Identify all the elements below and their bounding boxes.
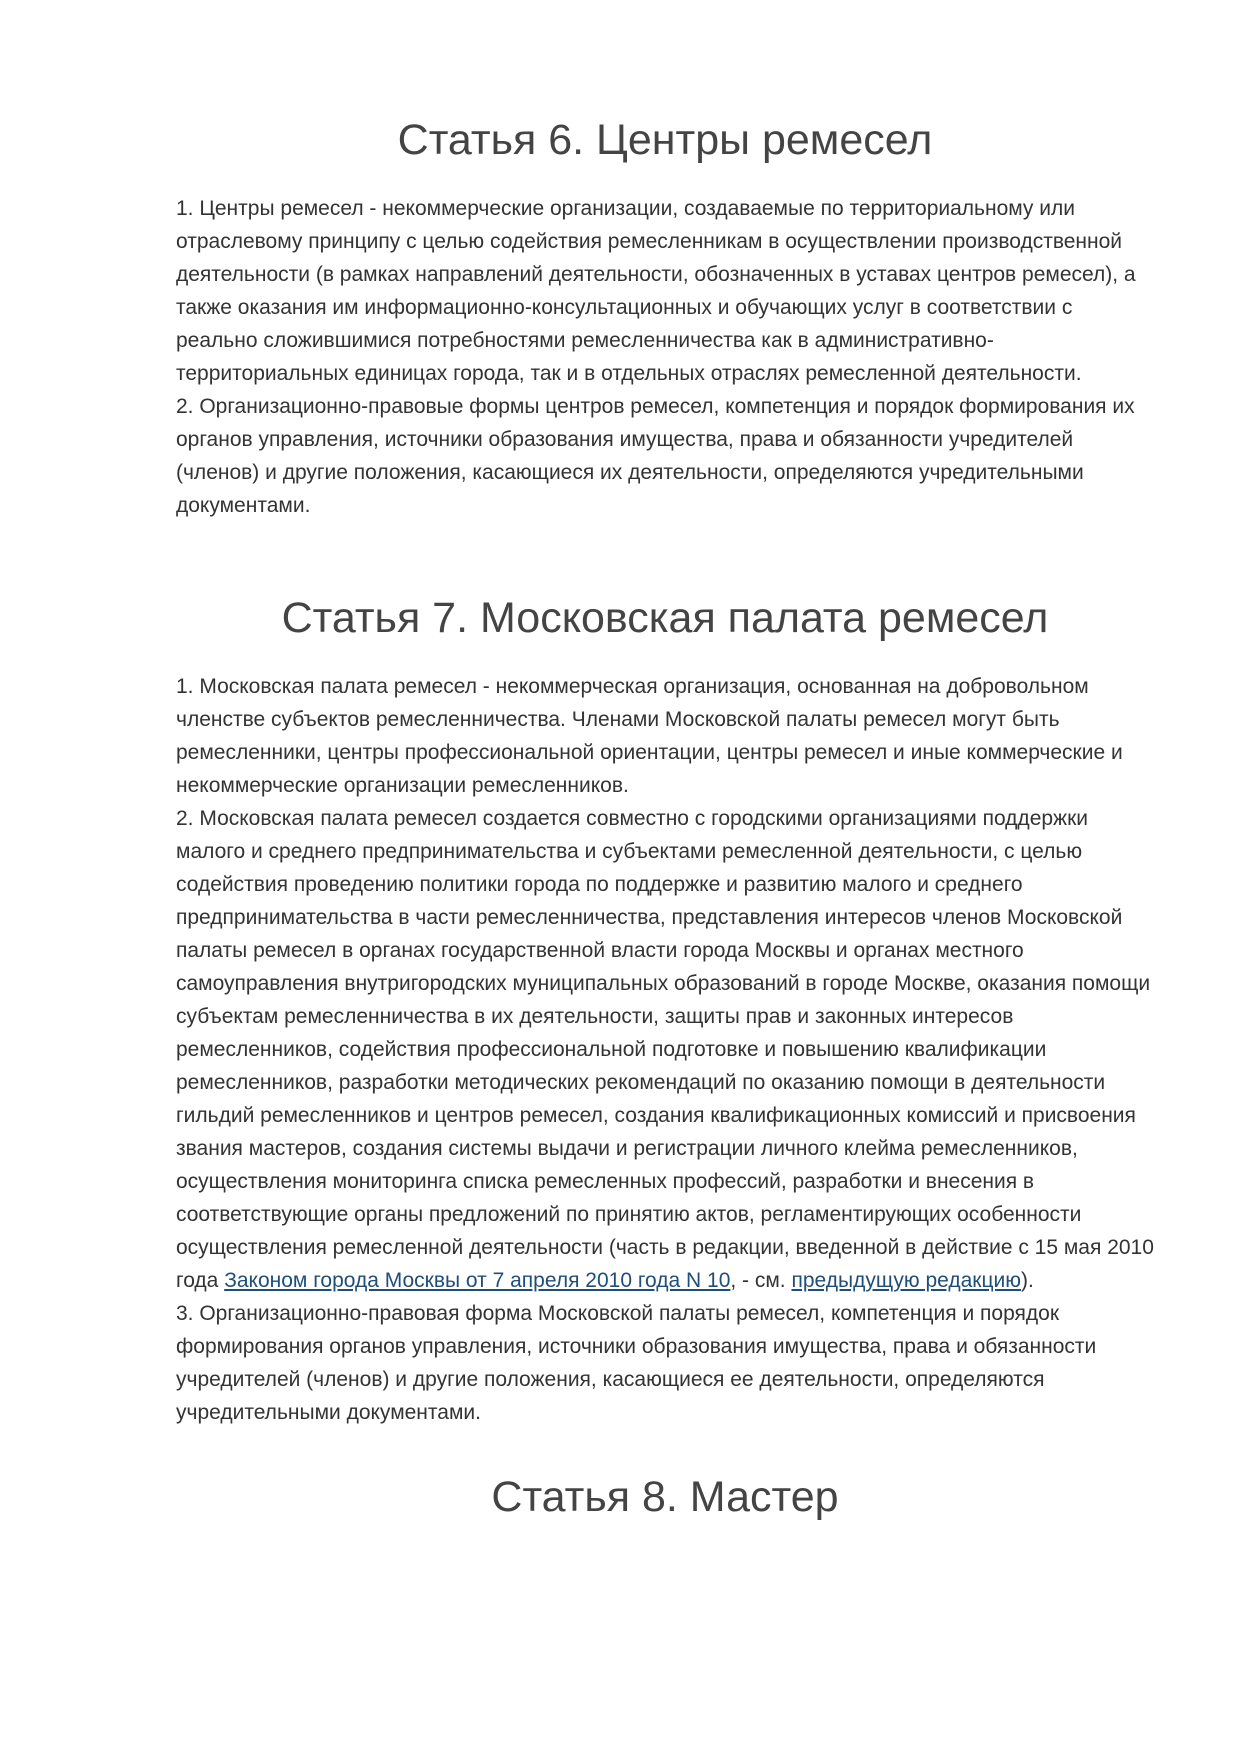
paragraph-closing-text: ). [1020, 1269, 1034, 1292]
document-content [176, 112, 1154, 1525]
article-7-paragraph-3: 3. Организационно-правовая форма Московской палаты ремесел, компетенция и порядок формирования органов управления, источники образования имущества, права и обязанности учредителей (членов) и другие положения, касающиеся ее деятельности, определяются учредительными документами. [176, 1302, 1097, 1424]
law-reference-link[interactable]: Законом города Москвы от 7 апреля 2010 года N 10 [224, 1269, 731, 1292]
article-7-body [176, 670, 1154, 1429]
article-6-body [176, 192, 1154, 522]
article-6-title: Статья 6. Центры ремесел [397, 116, 933, 164]
article-7-title: Статья 7. Московская палата ремесел [281, 594, 1049, 642]
previous-edition-link[interactable]: предыдущую редакцию [791, 1269, 1021, 1292]
article-6-paragraph-1: 1. Центры ремесел - некоммерческие организации, создаваемые по территориальному или отраслевому принципу с целью содействия ремесленникам в осуществлении производственной деятельности (в рамках направлений деятельности, обозначенных в уставах центров ремесел), а также оказания им информационно-консультационных и обучающих услуг в соответствии с реально сложившимися потребностями ремесленничества как в административно-территориальных единицах города, так и в отдельных отраслях ремесленной деятельности. [176, 197, 1136, 385]
article-7-paragraph-1: 1. Московская палата ремесел - некоммерческая организация, основанная на добровольном членстве субъектов ремесленничества. Членами Московской палаты ремесел могут быть ремесленники, центры профессиональной ориентации, центры ремесел и иные коммерческие и некоммерческие организации ремесленников. [176, 675, 1123, 797]
article-8-title: Статья 8. Мастер [491, 1473, 839, 1521]
see-separator-text: , - см. [730, 1269, 792, 1292]
article-7-paragraph-2 [176, 802, 1154, 1297]
article-7-paragraph-2-text: 2. Московская палата ремесел создается совместно с городскими организациями поддержки малого и среднего предпринимательства и субъектами ремесленной деятельности, с целью содействия проведению политики города по поддержке и развитию малого и среднего предпринимательства в части ремесленничества, представления интересов членов Московской палаты ремесел в органах государственной власти города Москвы и органах местного самоуправления внутригородских муниципальных образований в городе Москве, оказания помощи субъектам ремесленничества в их деятельности, защиты прав и законных интересов ремесленников, содействия профессиональной подготовке и повышению квалификации ремесленников, разработки методических рекомендаций по оказанию помощи в деятельности гильдий ремесленников и центров ремесел, создания квалификационных комиссий и присвоения звания мастеров, создания системы выдачи и регистрации личного клейма ремесленников, осуществления мониторинга списка ремесленных профессий, разработки и внесения в соответствующие органы предложений по принятию актов, регламентирующих особенности осуществления ремесленной деятельности (часть в редакции, введенной в действие с 15 мая 2010 года [176, 807, 1154, 1292]
article-6-paragraph-2: 2. Организационно-правовые формы центров ремесел, компетенция и порядок формирования их органов управления, источники образования имущества, права и обязанности учредителей (членов) и другие положения, касающиеся их деятельности, определяются учредительными документами. [176, 395, 1135, 517]
